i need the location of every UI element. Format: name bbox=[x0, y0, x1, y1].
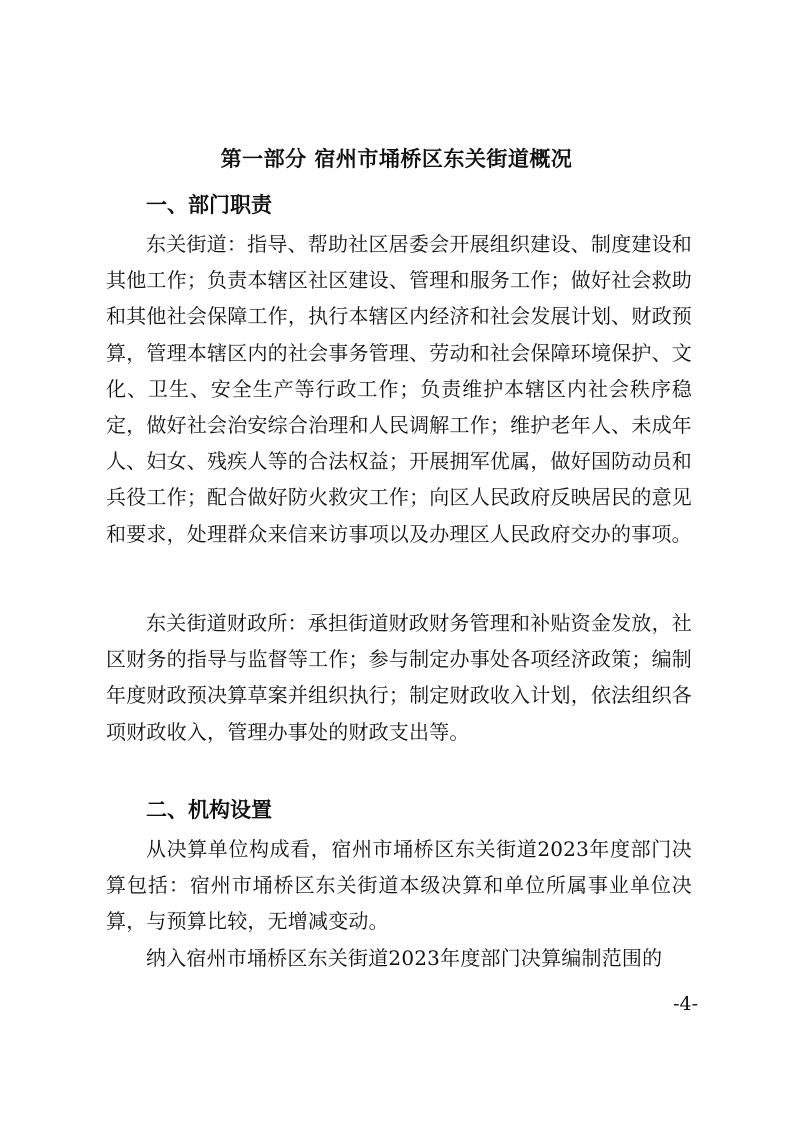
section-heading-structure: 二、机构设置 bbox=[146, 798, 272, 822]
page-number: -4- bbox=[673, 993, 698, 1015]
paragraph-unit-composition: 从决算单位构成看，宿州市埇桥区东关街道2023年度部门决算包括：宿州市埇桥区东关街道本级决算和单位所属事业单位决算，与预算比较，无增减变动。 bbox=[106, 837, 692, 934]
paragraph-dongguan-duties: 东关街道：指导、帮助社区居委会开展组织建设、制度建设和其他工作；负责本辖区社区建设、管理和服务工作；做好社会救助和其他社会保障工作，执行本辖区内经济和社会发展计划、财政预算，管理本辖区内的社会事务管理、劳动和社会保障环境保护、文化、卫生、安全生产等行政工作；负责维护本辖区内社会秩序稳定，做好社会治安综合治理和人民调解工作；维护老年人、未成年人、妇女、残疾人等的合法权益；开展拥军优属，做好国防动员和兵役工作；配合做好防火救灾工作；向区人民政府反映居民的意见和要求，处理群众来信来访事项以及办理区人民政府交办的事项。 bbox=[106, 232, 692, 546]
paragraph-finance-office: 东关街道财政所：承担街道财政财务管理和补贴资金发放，社区财务的指导与监督等工作；参与制定办事处各项经济政策；编制年度财政预决算草案并组织执行；制定财政收入计划，依法组织各项财政收入，管理办事处的财政支出等。 bbox=[106, 611, 692, 744]
section-heading-duties: 一、部门职责 bbox=[146, 193, 272, 217]
page-title: 第一部分 宿州市埇桥区东关街道概况 bbox=[220, 147, 573, 171]
paragraph-scope: 纳入宿州市埇桥区东关街道2023年度部门决算编制范围的 bbox=[146, 946, 663, 970]
